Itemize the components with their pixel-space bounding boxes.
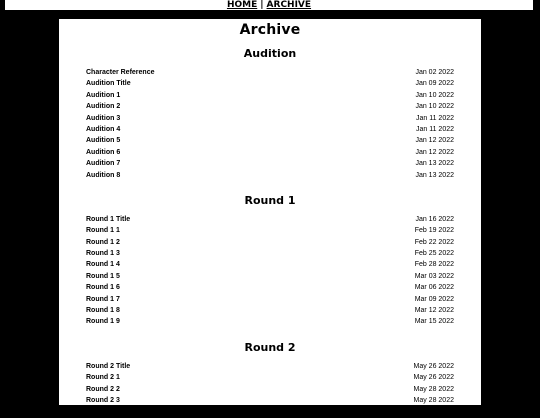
list-item [86,135,454,146]
entry-link[interactable]: Round 1 5 [86,272,120,280]
entry-link[interactable]: Round 2 1 [86,374,120,382]
list-item [86,90,454,101]
entry-date: Mar 03 2022 [414,272,454,280]
entry-date: May 28 2022 [413,408,454,416]
entry-date: May 28 2022 [413,385,454,393]
list-item [86,113,454,124]
entry-date: Feb 25 2022 [414,250,454,258]
entry-date: May 26 2022 [413,374,454,382]
list-item [86,101,454,112]
nav-home-link[interactable]: HOME [226,0,258,10]
entry-date: Mar 09 2022 [414,295,454,303]
entry-link[interactable]: Audition 1 [86,91,121,99]
list-item [86,282,454,293]
entry-link[interactable]: Audition 2 [86,103,121,111]
entry-link[interactable]: Round 1 7 [86,295,120,303]
list-item [86,124,454,135]
section-title: Round 1 [244,193,296,207]
nav-archive-link[interactable]: ARCHIVE [266,0,312,10]
entry-link[interactable]: Round 1 1 [86,227,120,235]
entry-date: Jan 13 2022 [415,160,454,168]
entry-link[interactable]: Round 2 2 [86,385,120,393]
list-item [86,170,454,181]
entry-date: Feb 19 2022 [414,227,454,235]
entry-date: Jan 10 2022 [415,103,454,111]
entry-list [59,67,481,181]
entry-link[interactable]: Round 2 4 [86,408,120,416]
entry-date: Jan 16 2022 [415,215,454,223]
entry-date: May 28 2022 [413,396,454,404]
entry-link[interactable]: Audition 7 [86,160,121,168]
entry-link[interactable]: Audition Title [86,80,131,88]
list-item [86,372,454,383]
entry-date: Mar 06 2022 [414,284,454,292]
list-item [86,361,454,372]
list-item [86,237,454,248]
entry-date: Jan 10 2022 [415,91,454,99]
list-item [86,384,454,395]
list-item [86,294,454,305]
entry-link[interactable]: Round 1 2 [86,238,120,246]
list-item [86,271,454,282]
entry-list [59,361,481,418]
list-item [86,316,454,327]
section-round-2 [59,341,481,418]
page-title: Archive [239,22,301,38]
section-audition [59,47,481,181]
entry-date: Jan 11 2022 [415,114,454,122]
list-item [86,395,454,406]
list-item [86,305,454,316]
entry-date: Jan 12 2022 [415,148,454,156]
entry-link[interactable]: Audition 3 [86,114,121,122]
list-item [86,147,454,158]
entry-date: Mar 12 2022 [414,307,454,315]
entry-link[interactable]: Round 2 Title [86,362,131,370]
entry-link[interactable]: Round 1 4 [86,261,120,269]
entry-link[interactable]: Round 1 Title [86,215,131,223]
entry-date: Jan 09 2022 [415,80,454,88]
entry-link[interactable]: Audition 6 [86,148,121,156]
entry-list [59,214,481,328]
nav-separator: | [260,0,264,10]
entry-date: Mar 15 2022 [414,318,454,326]
entry-date: Feb 28 2022 [414,261,454,269]
entry-date: Feb 22 2022 [414,238,454,246]
archive-panel [59,19,481,416]
list-item [86,158,454,169]
entry-link[interactable]: Audition 4 [86,125,121,133]
entry-link[interactable]: Audition 8 [86,171,121,179]
entry-date: Jan 13 2022 [415,171,454,179]
list-item [86,78,454,89]
list-item [86,248,454,259]
section-round-1 [59,194,481,328]
section-title: Audition [243,47,297,60]
entry-link[interactable]: Audition 5 [86,137,121,145]
entry-date: Jan 12 2022 [415,137,454,145]
entry-link[interactable]: Round 1 6 [86,284,120,292]
entry-date: May 26 2022 [413,362,454,370]
entry-date: Jan 11 2022 [415,125,454,133]
entry-link[interactable]: Round 2 3 [86,396,120,404]
top-nav-bar [5,0,533,10]
list-item [86,225,454,236]
entry-link[interactable]: Round 1 8 [86,307,120,315]
list-item [86,67,454,78]
list-item [86,214,454,225]
list-item [86,406,454,417]
entry-link[interactable]: Round 1 3 [86,250,120,258]
entry-date: Jan 02 2022 [415,69,454,76]
list-item [86,259,454,270]
entry-link[interactable]: Character Reference [86,69,155,76]
entry-link[interactable]: Round 1 9 [86,318,120,326]
section-title: Round 2 [244,340,296,354]
